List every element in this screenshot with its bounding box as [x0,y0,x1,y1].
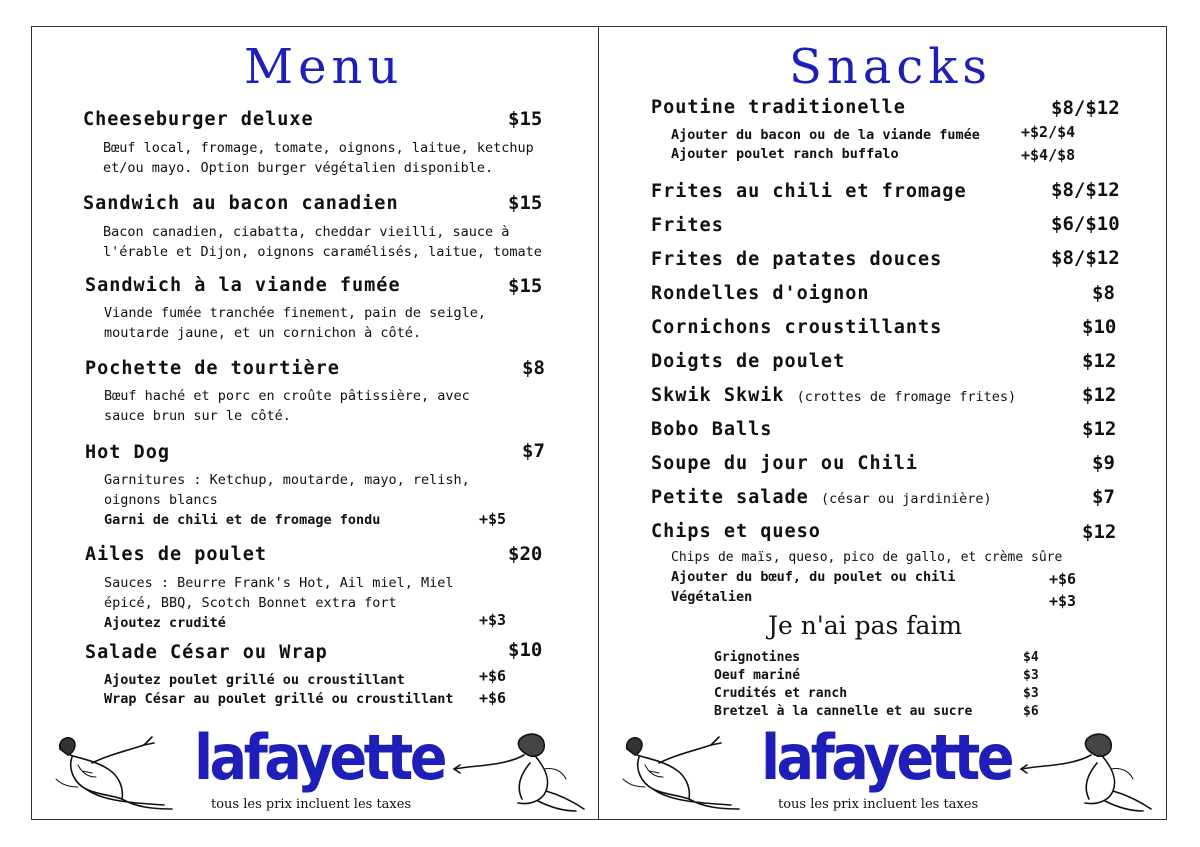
section-subtitle: Je n'ai pas faim [768,611,963,640]
small-item-name: Grignotines [714,650,801,665]
snack-item-extra-price: +$6 [1049,570,1077,588]
snack-item-name: Skwik Skwik (crottes de fromage frites) [651,385,1017,406]
menu-item-name: Salade César ou Wrap [85,642,328,663]
reaching-figure-icon [450,729,590,814]
snack-item-price: $8/$12 [1051,179,1120,201]
snack-item-price: $12 [1082,350,1117,372]
snack-item-name: Frites au chili et fromage [651,181,967,202]
menu-item-price: $7 [522,440,545,462]
menu-title: Menu [244,39,404,95]
menu-item-price: $15 [508,192,543,214]
snack-item-price: $10 [1082,316,1117,338]
menu-item-price: $10 [508,639,543,661]
snack-item-note: (césar ou jardinière) [820,491,992,507]
snacks-title: Snacks [789,39,993,95]
menu-item-price: $20 [508,543,543,565]
menu-item-desc: Sauces : Beurre Frank's Hot, Ail miel, Miel épicé, BBQ, Scotch Bonnet extra fort [104,575,454,611]
snack-item-desc: Chips de maïs, queso, pico de gallo, et crème sûre [671,550,1063,565]
menu-item-desc: Garnitures : Ketchup, moutarde, mayo, relish, oignons blancs [104,472,470,508]
menu-item-price: $15 [508,108,543,130]
small-item-name: Oeuf mariné [714,668,801,683]
small-item-price: $6 [1023,704,1039,719]
snack-item-name: Chips et queso [651,521,821,542]
menu-item-desc: Bacon canadien, ciabatta, cheddar vieilli, sauce à l'érable et Dijon, oignons caramélisés, laitue, tomate [103,224,542,260]
menu-item-extra-price: +$6 [479,689,507,707]
menu-item-price: $15 [508,275,543,297]
snack-item-price: $12 [1082,384,1117,406]
menu-item-name: Sandwich à la viande fumée [85,275,401,296]
menu-item-name: Pochette de tourtière [85,358,340,379]
snack-item-price: $12 [1082,418,1117,440]
snack-item-name: Frites [651,215,724,236]
snack-item-name: Bobo Balls [651,419,773,440]
menu-item-extra: Ajoutez crudité [104,615,226,631]
small-item-name: Crudités et ranch [714,686,848,701]
reaching-figure-icon [1017,729,1157,814]
snacks-panel [598,26,1167,820]
menu-item-extra: Wrap César au poulet grillé ou croustillant [104,691,454,707]
menu-item-name: Cheeseburger deluxe [83,109,314,130]
menu-item-price: $8 [522,357,545,379]
small-item-price: $4 [1023,650,1039,665]
menu-item-extra: Garni de chili et de fromage fondu [104,512,381,528]
snack-item-name: Doigts de poulet [651,351,846,372]
brand-logo: lafayette [761,721,1012,794]
snack-item-price: $7 [1092,486,1115,508]
snack-item-price: $9 [1092,452,1115,474]
snack-item-note: (crottes de fromage frites) [796,389,1017,405]
menu-item-extra-price: +$3 [479,611,507,629]
menu-item-name: Hot Dog [85,442,170,463]
brand-logo: lafayette [194,721,445,794]
snack-item-extra-price: +$4/$8 [1021,146,1076,164]
small-item-price: $3 [1023,668,1039,683]
snack-item-extra: Végétalien [671,589,753,605]
snack-item-extra-price: +$3 [1049,592,1077,610]
menu-panel [31,26,600,820]
snack-item-price: $6/$10 [1051,213,1120,235]
menu-item-extra: Ajoutez poulet grillé ou croustillant [104,672,405,688]
snack-item-extra: Ajouter poulet ranch buffalo [671,146,899,162]
menu-item-name: Sandwich au bacon canadien [83,193,399,214]
snack-item-price: $12 [1082,521,1117,543]
snack-item-name: Cornichons croustillants [651,317,943,338]
menu-item-desc: Bœuf local, fromage, tomate, oignons, laitue, ketchup et/ou mayo. Option burger végétalien disponible. [103,140,534,176]
snack-item-name: Frites de patates douces [651,249,943,270]
snack-item-name: Soupe du jour ou Chili [651,453,919,474]
reclining-figure-icon [619,729,744,814]
snack-item-price: $8/$12 [1051,247,1120,269]
menu-item-extra-price: +$6 [479,667,507,685]
small-item-price: $3 [1023,686,1039,701]
snack-item-name: Poutine traditionelle [651,97,906,118]
menu-item-name: Ailes de poulet [85,544,268,565]
tagline: tous les prix incluent les taxes [778,797,979,812]
snack-item-name: Petite salade (césar ou jardinière) [651,487,992,508]
menu-item-extra-price: +$5 [479,510,507,528]
snack-item-extra-price: +$2/$4 [1021,123,1076,141]
snack-item-extra: Ajouter du bœuf, du poulet ou chili [671,569,956,585]
snack-item-price: $8 [1092,282,1115,304]
tagline: tous les prix incluent les taxes [211,797,412,812]
reclining-figure-icon [52,729,177,814]
small-item-name: Bretzel à la cannelle et au sucre [714,704,973,719]
snack-item-name: Rondelles d'oignon [651,283,870,304]
snack-item-price: $8/$12 [1051,97,1120,119]
snack-item-extra: Ajouter du bacon ou de la viande fumée [671,127,980,143]
menu-item-desc: Bœuf haché et porc en croûte pâtissière, avec sauce brun sur le côté. [104,388,470,424]
menu-item-desc: Viande fumée tranchée finement, pain de seigle, moutarde jaune, et un cornichon à côté. [104,305,487,341]
